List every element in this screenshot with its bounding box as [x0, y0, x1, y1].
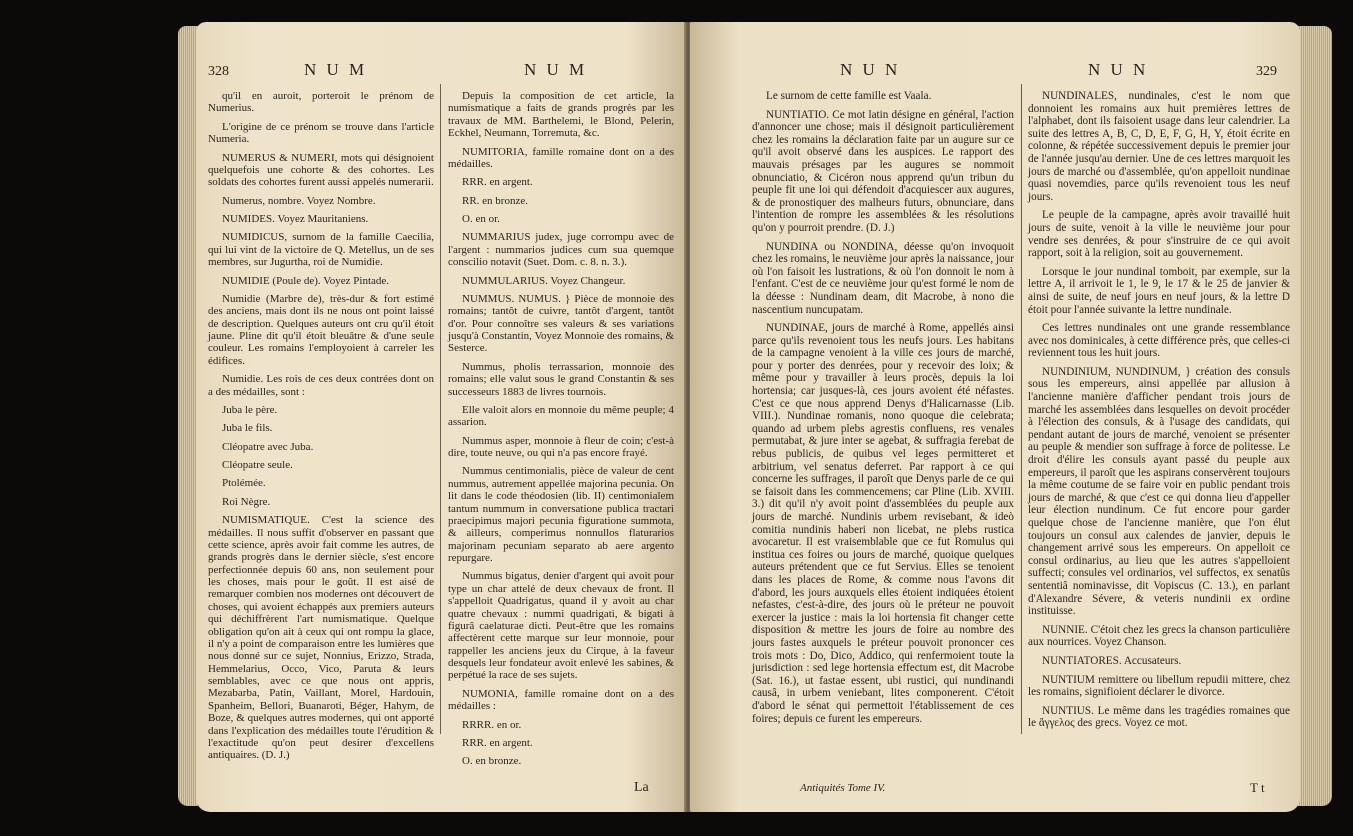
paragraph: Elle valoit alors en monnoie du même peuple; 4 assarion.: [448, 403, 674, 429]
paragraph: NUMITORIA, famille romaine dont on a des médailles.: [448, 145, 674, 170]
paragraph: Numidie. Les rois de ces deux contrées dont on a des médailles, sont :: [208, 373, 434, 398]
paragraph: Lorsque le jour nundinal tomboit, par exemple, sur la lettre A, il arrivoit le 1, le 9, le 17 & le 25 de janvier & ainsi de suite, de neuf jours en neuf jours, & la lettre D étoit pour l'année suivante la lettre nundinale.: [1028, 265, 1290, 316]
paragraph: NUMMARIUS judex, juge corrompu avec de l'argent : nummarios judices cum sua quemque conscilio notavit (Suet. Dom. c. 8. n. 3.).: [448, 231, 674, 269]
paragraph: Roi Nègre.: [222, 495, 271, 508]
paragraph: NUNDINAE, jours de marché à Rome, appellés ainsi parce qu'ils revenoient tous les neufs jours. Les habitans de la campagne venoient à la ville ces jours de marché, pour y porter des denrées, pour y recevoir des loix; & même pour y travailler à leurs procès, depuis la loi hortensia; car jusques-là, ces jours avoient été néfastes. C'est ce que nous apprend Denys d'Halicarnasse (Lib. VIII.). Nundinae romanis, nono quoque die celebrata; quando ad urbem plebs agrestis confluens, res venales permutabat, & jure inter se agebat, & suffragia ferebat de rebus publicis, de quibus vel leges permitteret et arbitrium, vel senatus deferret. Par rapport à ce qui concerne les suffrages, il paroît que Denys parle de ce qui se faisoit dans les commencemens; car Pline (Lib. XVIII. 3.) dit qu'il n'y avoit point d'assemblées du peuple aux jours de marché. Nundinis urbem revisebant, & ideò comitia nundinis haberi non licebat, ne plebs rustica avocaretur. Il est vraisemblable que ce fut Romulus qui institua ces foires ou jours de marché, quoique quelques auteurs prétendent que ce fut Servius. Elles se tenoient dans les places de Rome, & comme nous l'avons dit d'abord, les jours auxquels elles étoient indiquées étoient nefastes, c'est-à-dire, des jours où le préteur ne pouvoit exercer la justice : mais la loi hortensia fit changer cette disposition & mettre les jours de foire au nombre des jours fastes auxquels le préteur pouvoit prononcer ces trois mots : Do, Dico, Addico, qui renfermoient toute la jurisdiction : sed lege hortensia effectum est, dit Macrobe (Sat. 16.), ut fastae essent, ubi rustici, qui nundinandi causâ, in urbem veniebant, lites componerent. C'étoit d'abord le sénat qui permettoit l'établissement de ces foires; depuis ce furent les empereurs.: [752, 322, 1014, 725]
paragraph: RRR. en argent.: [462, 736, 533, 749]
paragraph: Le peuple de la campagne, après avoir travaillé huit jours de suite, venoit à la ville le neuvième jour pour vendre ses denrées, & pour s'instruire de ce qui avoit rapport, soit à la religion, soit au gouvernement.: [1028, 209, 1290, 260]
paragraph: Numerus, nombre. Voyez Nombre.: [222, 194, 376, 207]
paragraph: Cléopatre avec Juba.: [222, 440, 314, 453]
running-head-left: N U M: [304, 60, 368, 79]
paragraph: RRRR. en or.: [462, 718, 522, 731]
paragraph: O. en or.: [462, 213, 500, 225]
paragraph: NUNNIE. C'étoit chez les grecs la chanson particulière aux nourrices. Voyez Chanson.: [1028, 623, 1290, 649]
paragraph: Juba le fils.: [222, 422, 273, 435]
paragraph: Cléopatre seule.: [222, 459, 293, 471]
paragraph: L'origine de ce prénom se trouve dans l'article Numeria.: [208, 120, 434, 146]
paragraph: NUNTIUS. Le même dans les tragédies romaines que le ἄγγελος des grecs. Voyez ce mot.: [1028, 704, 1290, 730]
paragraph: Nummus centimonialis, pièce de valeur de cent nummus, autrement appellée majorina pecunia. On lit dans le code théodosien (lib. II) centimonialem tantum nummum in conversatione publica tractari praecipimus majori pecunia figuratione summota, & ailleurs, comperimus nonnullos flaturarios majorinam pecuniam separato ab aere argento repurgare.: [448, 465, 674, 564]
left-page-edges: [178, 26, 198, 806]
right-page-column-2: [1028, 90, 1290, 736]
running-head-right: N U N: [1088, 60, 1149, 79]
page-number: 328: [208, 64, 229, 79]
paragraph: NUMIDICUS, surnom de la famille Caecilia, qui lui vint de la victoire de Q. Metellus, un de ses membres, sur Jugurtha, roi de Numidie.: [208, 231, 434, 269]
left-page: [196, 22, 686, 812]
paragraph: NUNTIUM remittere ou libellum repudii mittere, chez les romains, signifioient déclarer le divorce.: [1028, 673, 1290, 699]
paragraph: NUMMUS. NUMUS. } Pièce de monnoie des romains; tantôt de cuivre, tantôt d'argent, tantôt d'or. Pour connoître ses valeurs & ses variations jusqu'à Constantin, Voyez Monnoie des romains, & Sesterce.: [448, 292, 674, 355]
paragraph: NUMMULARIUS. Voyez Changeur.: [462, 274, 626, 287]
paragraph: NUMIDIE (Poule de). Voyez Pintade.: [222, 274, 390, 287]
right-page-column-1: [752, 90, 1014, 731]
column-rule: [440, 84, 441, 734]
paragraph: Ces lettres nundinales ont une grande ressemblance avec nos dominicales, à cette différence près, que celles-ci reviennent tous les huit jours.: [1028, 322, 1290, 360]
paragraph: O. en bronze.: [462, 755, 522, 768]
paragraph: Le surnom de cette famille est Vaala.: [766, 90, 932, 102]
paragraph: Ptolémée.: [222, 477, 266, 490]
paragraph: NUNDINIUM, NUNDINUM, } création des consuls sous les empereurs, ainsi appellée par allusion à l'ancienne manière d'afficher pendant trois jours de marché les assemblées dans lesquelles on devoit procéder à l'élection des consuls, & à l'usage des candidats, qui pendant autant de jours de marché, venoient se présenter au peuple & mendier son suffrage à force de politesse. Le droit d'élire les consuls ayant passé du peuple aux empereurs, il paroît que les aspirans conservèrent toujours la même coutume de se faire voir en public pendant trois jours de marché, & que c'est ce qui donna lieu d'appeller leur élection nundinum. Ce fut encore pour garder quelque chose de l'ancienne manière, que l'on élut toujours un consul aux calendes de janvier, depuis le changement arrivé sous les empereurs. On appelloit ce consul ordinarius, au lieu que les autres s'appelloient suffecti; consules vel ordinarios, vel suffectos, ex senatûs sententiâ nominavisse, dit Vopiscus (C. 13.), en parlant d'Alexandre Sévere, & veteris nundinii ex ordine instituisse.: [1028, 365, 1290, 618]
paragraph: NUMISMATIQUE. C'est la science des médailles. Il nous suffit d'observer en passant que cette science, après avoir fait comme les autres, de grands progrès dans le dernier siècle, s'est encore perfectionnée depuis 60 ans, non seulement pour les choses, mais pour le goût. Il est aisé de remarquer combien nos modernes ont découvert de choses, qui avoient échappés aux premiers auteurs qui déchiffrèrent l'art numismatique. Quelque obligation qu'on ait à ceux qui ont rompu la glace, il n'y a point de comparaison entre les lumières que nous donné sur ce sujet, Nonnius, Erizzo, Strada, Hemmelarius, Occo, Vico, Paruta & leurs semblables, avec ce que nous ont appris, Mezabarba, Patin, Vaillant, Morel, Hardouin, Spanheim, Bellori, Buanaroti, Béger, Hahym, de Boze, & quelques autres modernes, qui ont apporté dans l'explication des médailles toute l'érudition & l'exactitude qu'on peut desirer d'excellens antiquaires. (D. J.): [208, 514, 434, 762]
paragraph: Depuis la composition de cet article, la numismatique a faits de grands progrès par les travaux de MM. Barthelemi, le Blond, Pelerin, Eckhel, Neumann, Torremuta, &c.: [448, 90, 674, 140]
sheet-signature: T t: [1250, 780, 1265, 795]
paragraph: NUNTIATIO. Ce mot latin désigne en général, l'action d'annoncer une chose; mais il désignoit particulièrement chez les romains la déclaration faite par un augure sur ce qu'il avoit observé dans les auspices. Le rapport des mauvais présages par les augures se nommoit obnunciatio, & Cicéron nous apprend qu'un tribun du peuple fit une loi qui défendoit d'acquiescer aux augures, & de pronostiquer des malheurs futurs, obnunciare, dans l'intention de rompre les assemblées & les résolutions qu'on y pourroit prendre. (D. J.): [752, 108, 1014, 234]
paragraph: Nummus, pholis terrassarion, monnoie des romains; elle valut sous le grand Constantin & ses successeurs 1883 de livres tournois.: [448, 360, 674, 398]
right-page: [690, 22, 1300, 812]
left-page-column-1: [208, 90, 434, 768]
paragraph: NUMONIA, famille romaine dont on a des médailles :: [448, 687, 674, 713]
paragraph: NUNTIATORES. Accusateurs.: [1042, 654, 1182, 667]
paragraph: Nummus asper, monnoie à fleur de coin; c'est-à dire, toute neuve, ou qui n'a pas encore frayé.: [448, 434, 674, 459]
running-head-right: N U M: [524, 60, 588, 79]
paragraph: Nummus bigatus, denier d'argent qui avoit pour type un char attelé de deux chevaux de front. Il s'appelloit Quadrigatus, quand il y avoit au char quatre chevaux : nummi quadrigati, & bigati à figurâ caelaturae dicti. Peut-être que les romains affectèrent cette marque sur leur monnoie, pour rappeller les anciens jeux du Cirque, à la faveur desquels leur fondateur avoit enlevé les sabines, & perpétué la race de ses sujets.: [448, 570, 674, 682]
paragraph: NUNDINA ou NONDINA, déesse qu'on invoquoit chez les romains, le neuvième jour après la naissance, jour où l'on faisoit les lustrations, & où l'on donnoit le nom à l'enfant. C'est de ce neuvième jour qu'est formé le nom de la déesse : Nundinam deam, dit Macrobe, à nono die nascentium nuncupatam.: [752, 240, 1014, 316]
paragraph: NUMIDES. Voyez Mauritaniens.: [222, 213, 369, 225]
paragraph: Juba le père.: [222, 403, 278, 416]
paragraph: NUNDINALES, nundinales, c'est le nom que donnoient les romains aux huit premières lettres de l'alphabet, dont ils faisoient usage dans leur calendrier. La suite des lettres A, B, C, D, E, F, G, H, Y, étoit écrite en colonne, & répétée successivement depuis le premier jour de l'année jusqu'au dernier. Une de ces lettres marquoit les jours de marché ou d'assemblée, qu'on appelloit nundinae quasi novemdies, parce qu'ils revenoient tous les neuf jours.: [1028, 90, 1290, 203]
page-number: 329: [1256, 64, 1277, 79]
running-head-left: N U N: [840, 60, 901, 79]
right-page-edges: [1298, 26, 1332, 806]
footer-signature-line: Antiquités Tome IV.: [800, 782, 886, 794]
left-page-column-2: [448, 90, 674, 774]
paragraph: RRR. en argent.: [462, 176, 533, 189]
paragraph: NUMERUS & NUMERI, mots qui désignoient quelquefois une cohorte & des cohortes. Les soldats des cohortes furent aussi appelés numerarii.: [208, 151, 434, 189]
paragraph: qu'il en auroit, porteroit le prénom de Numerius.: [208, 90, 434, 115]
paragraph: Numidie (Marbre de), très-dur & fort estimé des anciens, mais dont ils ne nous ont point laissé de description. Quelques auteurs ont cru qu'il étoit jaune. Pline dit qu'il étoit bleuâtre & d'une seule couleur. Les romains l'employoient à carreler les édifices.: [208, 292, 434, 367]
column-rule: [1021, 84, 1022, 734]
paragraph: RR. en bronze.: [462, 194, 528, 207]
catchword: La: [634, 780, 649, 795]
